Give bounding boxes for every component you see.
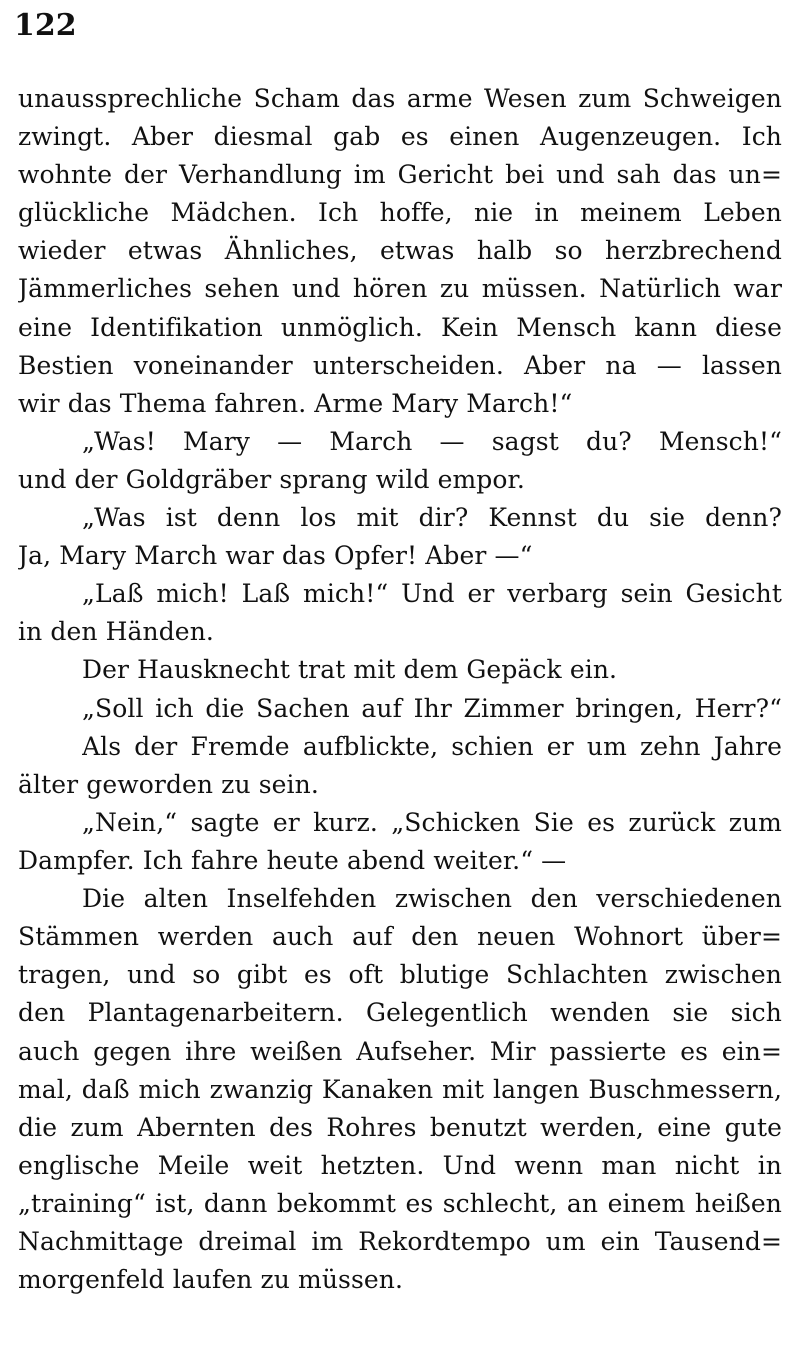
text-line: und der Goldgräber sprang wild empor. <box>18 465 525 494</box>
text-line: auch gegen ihre weißen Aufseher. Mir passierte es ein= <box>18 1037 782 1066</box>
text-line: glückliche Mädchen. Ich hoffe, nie in meinem Leben <box>18 198 782 227</box>
text-line: Ja, Mary March war das Opfer! Aber —“ <box>18 541 533 570</box>
text-line: Als der Fremde aufblickte, schien er um zehn Jahre <box>82 732 782 761</box>
text-line: Dampfer. Ich fahre heute abend weiter.“ — <box>18 846 567 875</box>
text-line: englische Meile weit hetzten. Und wenn man nicht in <box>18 1151 782 1180</box>
text-line: „Was! Mary — March — sagst du? Mensch!“ <box>82 427 782 456</box>
text-line: „Nein,“ sagte er kurz. „Schicken Sie es zurück zum <box>82 808 782 837</box>
text-line: eine Identifikation unmöglich. Kein Mensch kann diese <box>18 313 782 342</box>
text-line: unaussprechliche Scham das arme Wesen zum Schweigen <box>18 84 782 113</box>
text-line: Die alten Inselfehden zwischen den verschiedenen <box>82 884 782 913</box>
text-line: tragen, und so gibt es oft blutige Schlachten zwischen <box>18 960 782 989</box>
page-number: 122 <box>14 8 77 43</box>
text-line: Jämmerliches sehen und hören zu müssen. Natürlich war <box>18 274 782 303</box>
text-line: Der Hausknecht trat mit dem Gepäck ein. <box>82 655 618 684</box>
text-line: mal, daß mich zwanzig Kanaken mit langen Buschmessern, <box>18 1075 782 1104</box>
text-line: „Laß mich! Laß mich!“ Und er verbarg sein Gesicht <box>82 579 782 608</box>
text-line: wieder etwas Ähnliches, etwas halb so herzbrechend <box>18 236 782 265</box>
text-line: älter geworden zu sein. <box>18 770 319 799</box>
text-line: wohnte der Verhandlung im Gericht bei und sah das un= <box>18 160 782 189</box>
text-line: Stämmen werden auch auf den neuen Wohnort über= <box>18 922 782 951</box>
text-line: die zum Abernten des Rohres benutzt werden, eine gute <box>18 1113 782 1142</box>
text-line: in den Händen. <box>18 617 214 646</box>
text-line: wir das Thema fahren. Arme Mary March!“ <box>18 389 573 418</box>
text-line: zwingt. Aber diesmal gab es einen Augenzeugen. Ich <box>18 122 782 151</box>
text-line: „training“ ist, dann bekommt es schlecht, an einem heißen <box>18 1189 782 1218</box>
text-line: Nachmittage dreimal im Rekordtempo um ein Tausend= <box>18 1227 782 1256</box>
text-line: „Soll ich die Sachen auf Ihr Zimmer bringen, Herr?“ <box>82 694 782 723</box>
text-line: den Plantagenarbeitern. Gelegentlich wenden sie sich <box>18 998 782 1027</box>
text-line: „Was ist denn los mit dir? Kennst du sie denn? <box>82 503 782 532</box>
text-line: morgenfeld laufen zu müssen. <box>18 1265 404 1294</box>
text-line: Bestien voneinander unterscheiden. Aber na — lassen <box>18 351 782 380</box>
